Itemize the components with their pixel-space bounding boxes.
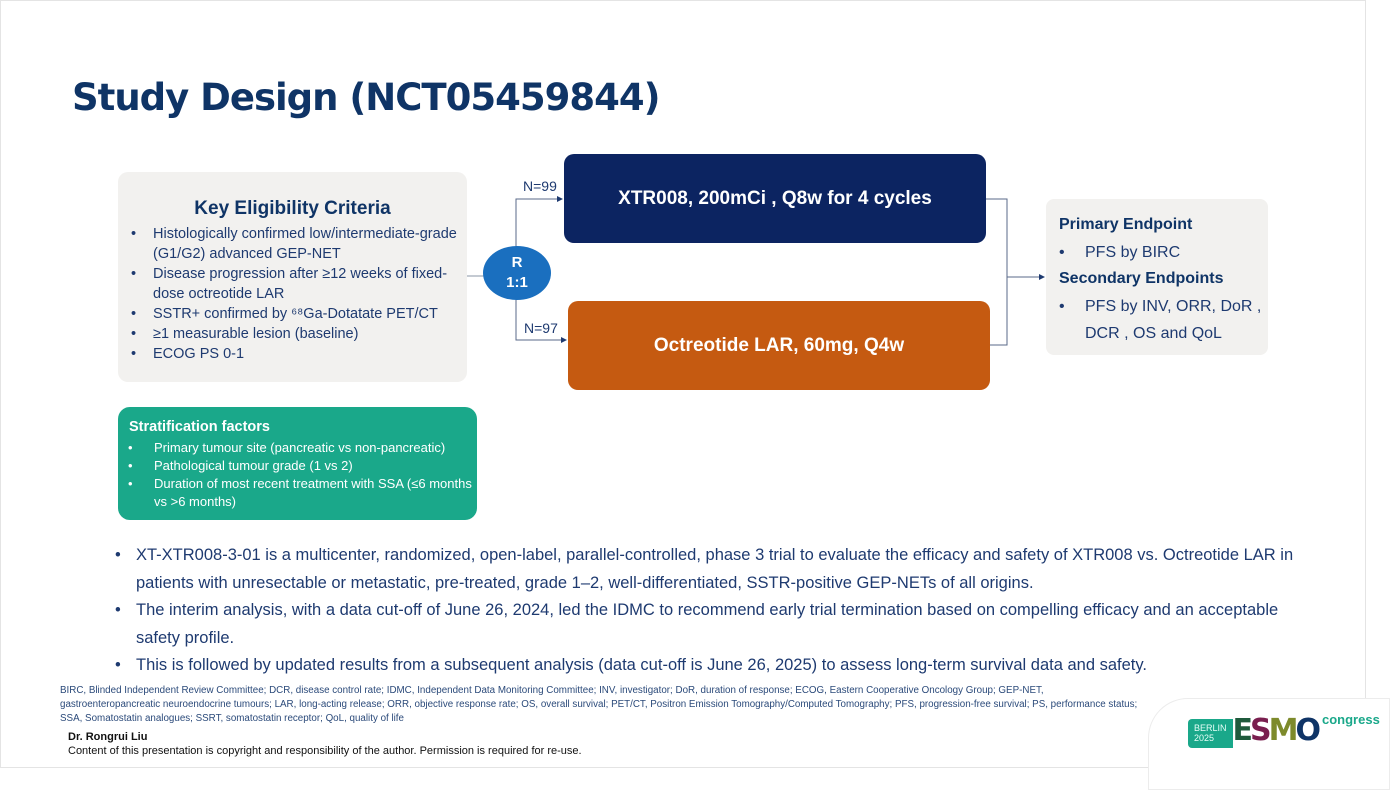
secondary-endpoint-list xyxy=(1059,293,1269,347)
copyright-notice: Content of this presentation is copyright and responsibility of the author. Permission is required for re-use. xyxy=(68,745,582,757)
stratification-heading: Stratification factors xyxy=(129,419,270,435)
stratification-item: • Duration of most recent treatment with SSA (≤6 months vs >6 months) xyxy=(128,475,473,511)
primary-endpoint-item: • PFS by BIRC xyxy=(1059,239,1269,266)
page-title: Study Design (NCT05459844) xyxy=(72,76,660,119)
arm1-n-label: N=99 xyxy=(523,178,557,194)
logo-letter: M xyxy=(1268,713,1296,748)
author-name: Dr. Rongrui Liu xyxy=(68,731,148,743)
eligibility-item: • ECOG PS 0-1 xyxy=(131,344,461,364)
primary-endpoint-list xyxy=(1059,239,1269,266)
logo-congress: congress xyxy=(1322,712,1380,727)
abbreviations-footnote: BIRC, Blinded Independent Review Committee; DCR, disease control rate; IDMC, Independent Data Monitoring Committee; INV, investigator; DoR, duration of response; ECOG, Eastern Cooperative Oncology Group; GEP-NET, gastroenteropancreatic neuroendocrine tumours; LAR, long-acting release; ORR, objective response rate; OS, overall survival; PET/CT, Positron Emission Tomography/Computed Tomography; PFS, progression-free survival; PS, performance status; SSA, Somatostatin analogues; SSRT, somatostatin receptor; QoL, quality of life xyxy=(60,685,1138,724)
stratification-item: • Pathological tumour grade (1 vs 2) xyxy=(128,457,473,475)
arm-octreotide-label: Octreotide LAR, 60mg, Q4w xyxy=(653,334,905,356)
logo-esmo-wordmark xyxy=(1232,713,1318,748)
logo-city: BERLIN xyxy=(1194,723,1227,733)
logo-year: 2025 xyxy=(1194,733,1215,743)
primary-endpoint-heading: Primary Endpoint xyxy=(1059,216,1193,233)
randomization-node xyxy=(483,246,551,300)
stratification-list xyxy=(128,439,473,511)
eligibility-item: • ≥1 measurable lesion (baseline) xyxy=(131,324,461,344)
arm2-n-label: N=97 xyxy=(524,320,558,336)
arm-xtr008 xyxy=(564,154,986,243)
summary-bullet: • XT-XTR008-3-01 is a multicenter, randomized, open-label, parallel-controlled, phase 3 trial to evaluate the efficacy and safety of XTR008 vs. Octreotide LAR in patients with unresectable or metastatic, pre-treated, grade 1–2, well-differentiated, SSTR-positive GEP-NETs of all origins. xyxy=(115,542,1295,597)
arm-octreotide xyxy=(568,301,990,390)
eligibility-list xyxy=(131,224,461,364)
secondary-endpoint-heading: Secondary Endpoints xyxy=(1059,270,1224,287)
stratification-item: • Primary tumour site (pancreatic vs non-pancreatic) xyxy=(128,439,473,457)
logo-letter: S xyxy=(1250,713,1269,748)
arm-xtr008-label: XTR008, 200mCi , Q8w for 4 cycles xyxy=(618,187,932,209)
logo-letter: E xyxy=(1232,713,1251,748)
logo-city-badge xyxy=(1188,719,1233,748)
eligibility-item: • SSTR+ confirmed by ⁶⁸Ga-Dotatate PET/CT xyxy=(131,304,461,324)
summary-bullet: • The interim analysis, with a data cut-off of June 26, 2024, led the IDMC to recommend early trial termination based on compelling efficacy and an acceptable safety profile. xyxy=(115,597,1295,652)
secondary-endpoint-item: • PFS by INV, ORR, DoR , DCR , OS and QoL xyxy=(1059,293,1269,347)
connector-r-to-arm1 xyxy=(516,199,562,247)
summary-bullets xyxy=(115,542,1295,680)
eligibility-item: • Disease progression after ≥12 weeks of fixed-dose octreotide LAR xyxy=(131,264,461,304)
randomization-ratio: 1:1 xyxy=(506,274,528,291)
stratification-box xyxy=(118,407,477,520)
esmo-congress-logo xyxy=(1188,712,1380,748)
summary-bullet: • This is followed by updated results from a subsequent analysis (data cut-off is June 26, 2025) to assess long-term survival data and safety. xyxy=(115,652,1295,680)
endpoints-box xyxy=(1046,199,1268,355)
eligibility-item: • Histologically confirmed low/intermediate-grade (G1/G2) advanced GEP-NET xyxy=(131,224,461,264)
randomization-label: R xyxy=(511,254,523,271)
logo-letter: O xyxy=(1295,713,1318,748)
eligibility-box xyxy=(118,172,467,382)
eligibility-heading: Key Eligibility Criteria xyxy=(194,198,391,219)
